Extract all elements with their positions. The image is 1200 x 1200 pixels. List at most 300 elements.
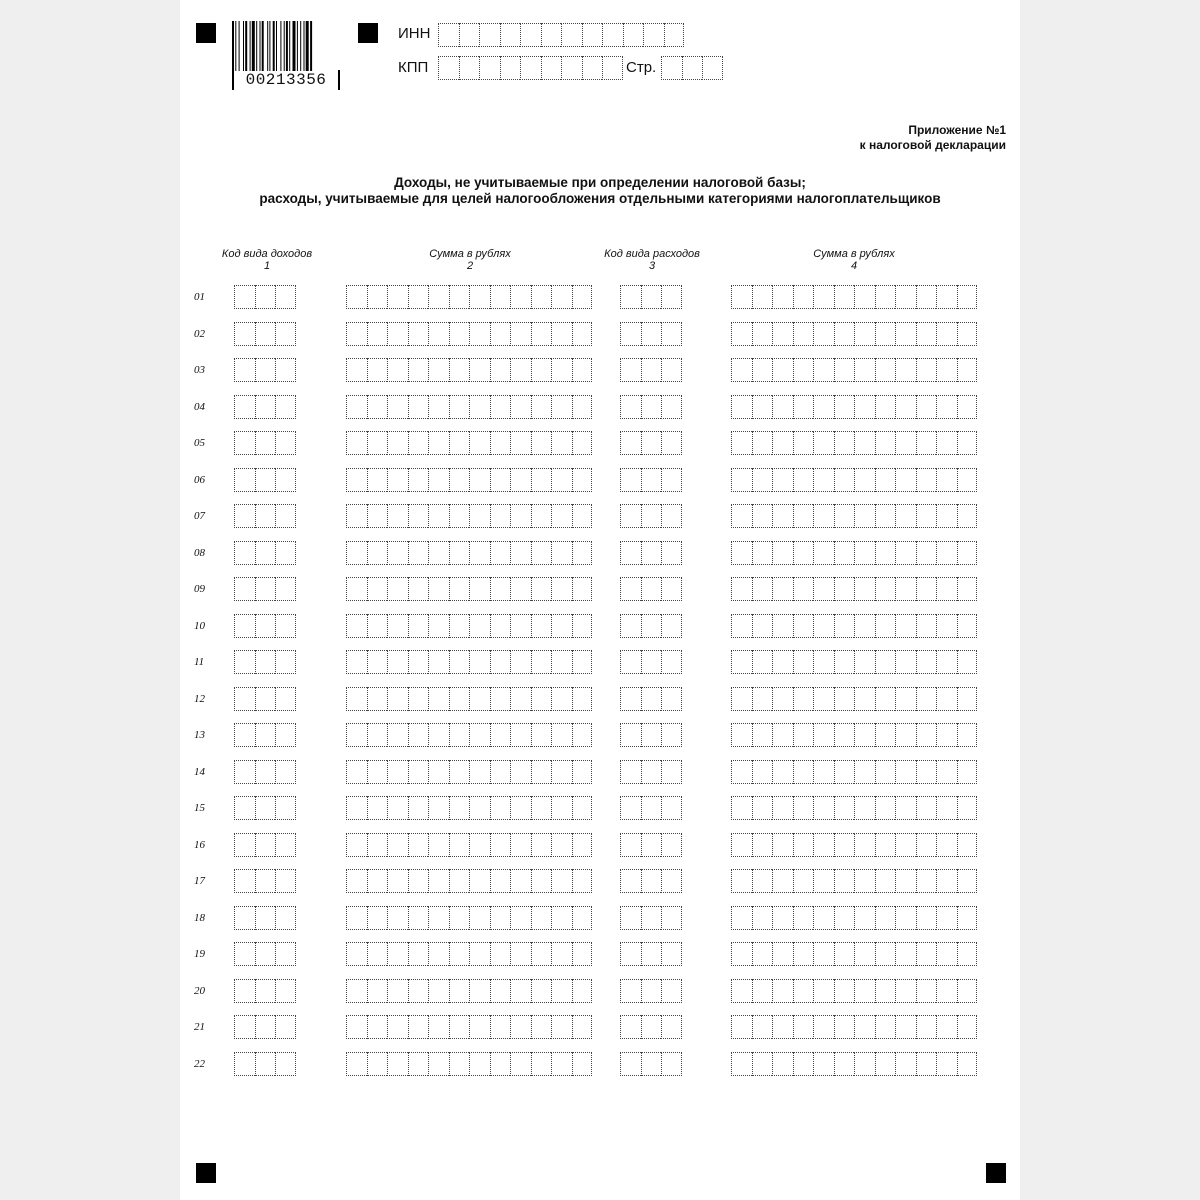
input-cell[interactable]	[731, 358, 752, 382]
input-cell[interactable]	[752, 358, 773, 382]
input-cell[interactable]	[469, 614, 490, 638]
input-cell[interactable]	[255, 760, 276, 784]
input-cell[interactable]	[275, 869, 296, 893]
input-cell[interactable]	[346, 796, 367, 820]
kpp-cell[interactable]	[500, 56, 521, 80]
input-cell[interactable]	[510, 906, 531, 930]
input-cell[interactable]	[510, 723, 531, 747]
input-cell[interactable]	[510, 504, 531, 528]
income-code-field[interactable]	[234, 760, 296, 784]
input-cell[interactable]	[641, 395, 662, 419]
input-cell[interactable]	[620, 723, 641, 747]
input-cell[interactable]	[875, 504, 896, 528]
input-cell[interactable]	[813, 1015, 834, 1039]
input-cell[interactable]	[367, 1015, 388, 1039]
input-cell[interactable]	[234, 979, 255, 1003]
page-cell[interactable]	[661, 56, 682, 80]
input-cell[interactable]	[661, 723, 682, 747]
input-cell[interactable]	[895, 833, 916, 857]
input-cell[interactable]	[661, 577, 682, 601]
input-cell[interactable]	[490, 979, 511, 1003]
input-cell[interactable]	[234, 942, 255, 966]
input-cell[interactable]	[772, 1052, 793, 1076]
income-sum-field[interactable]	[346, 322, 592, 346]
input-cell[interactable]	[387, 650, 408, 674]
input-cell[interactable]	[854, 942, 875, 966]
kpp-cell[interactable]	[541, 56, 562, 80]
input-cell[interactable]	[234, 833, 255, 857]
expense-sum-field[interactable]	[731, 322, 977, 346]
input-cell[interactable]	[572, 723, 593, 747]
input-cell[interactable]	[772, 833, 793, 857]
input-cell[interactable]	[875, 577, 896, 601]
inn-cell[interactable]	[643, 23, 664, 47]
input-cell[interactable]	[875, 395, 896, 419]
input-cell[interactable]	[854, 723, 875, 747]
input-cell[interactable]	[834, 614, 855, 638]
input-cell[interactable]	[834, 431, 855, 455]
input-cell[interactable]	[346, 504, 367, 528]
input-cell[interactable]	[469, 687, 490, 711]
input-cell[interactable]	[275, 431, 296, 455]
input-cell[interactable]	[620, 1015, 641, 1039]
input-cell[interactable]	[275, 687, 296, 711]
input-cell[interactable]	[469, 468, 490, 492]
input-cell[interactable]	[895, 1015, 916, 1039]
input-cell[interactable]	[234, 577, 255, 601]
input-cell[interactable]	[895, 723, 916, 747]
input-cell[interactable]	[731, 614, 752, 638]
input-cell[interactable]	[936, 1052, 957, 1076]
income-code-field[interactable]	[234, 395, 296, 419]
input-cell[interactable]	[916, 723, 937, 747]
input-cell[interactable]	[490, 760, 511, 784]
input-cell[interactable]	[772, 869, 793, 893]
expense-code-field[interactable]	[620, 796, 682, 820]
input-cell[interactable]	[255, 577, 276, 601]
input-cell[interactable]	[551, 650, 572, 674]
input-cell[interactable]	[936, 760, 957, 784]
input-cell[interactable]	[661, 979, 682, 1003]
input-cell[interactable]	[957, 979, 978, 1003]
input-cell[interactable]	[793, 1015, 814, 1039]
income-code-field[interactable]	[234, 869, 296, 893]
income-code-field[interactable]	[234, 942, 296, 966]
input-cell[interactable]	[275, 322, 296, 346]
input-cell[interactable]	[895, 614, 916, 638]
expense-code-field[interactable]	[620, 541, 682, 565]
input-cell[interactable]	[936, 358, 957, 382]
input-cell[interactable]	[449, 577, 470, 601]
input-cell[interactable]	[813, 431, 834, 455]
input-cell[interactable]	[752, 614, 773, 638]
input-cell[interactable]	[408, 723, 429, 747]
input-cell[interactable]	[428, 431, 449, 455]
input-cell[interactable]	[428, 687, 449, 711]
input-cell[interactable]	[531, 1015, 552, 1039]
expense-sum-field[interactable]	[731, 577, 977, 601]
input-cell[interactable]	[834, 942, 855, 966]
input-cell[interactable]	[641, 760, 662, 784]
input-cell[interactable]	[449, 285, 470, 309]
expense-sum-field[interactable]	[731, 468, 977, 492]
input-cell[interactable]	[387, 1015, 408, 1039]
input-cell[interactable]	[813, 541, 834, 565]
input-cell[interactable]	[957, 869, 978, 893]
input-cell[interactable]	[661, 285, 682, 309]
kpp-cell[interactable]	[479, 56, 500, 80]
input-cell[interactable]	[367, 431, 388, 455]
input-cell[interactable]	[275, 577, 296, 601]
input-cell[interactable]	[551, 1052, 572, 1076]
input-cell[interactable]	[275, 358, 296, 382]
input-cell[interactable]	[772, 395, 793, 419]
input-cell[interactable]	[490, 541, 511, 565]
income-code-field[interactable]	[234, 322, 296, 346]
input-cell[interactable]	[813, 1052, 834, 1076]
income-code-field[interactable]	[234, 468, 296, 492]
input-cell[interactable]	[834, 760, 855, 784]
input-cell[interactable]	[793, 285, 814, 309]
input-cell[interactable]	[449, 906, 470, 930]
input-cell[interactable]	[620, 541, 641, 565]
input-cell[interactable]	[510, 285, 531, 309]
input-cell[interactable]	[551, 869, 572, 893]
input-cell[interactable]	[255, 942, 276, 966]
input-cell[interactable]	[469, 358, 490, 382]
input-cell[interactable]	[772, 468, 793, 492]
input-cell[interactable]	[731, 1052, 752, 1076]
input-cell[interactable]	[813, 833, 834, 857]
input-cell[interactable]	[854, 431, 875, 455]
input-cell[interactable]	[895, 687, 916, 711]
input-cell[interactable]	[255, 1015, 276, 1039]
expense-sum-field[interactable]	[731, 723, 977, 747]
input-cell[interactable]	[936, 614, 957, 638]
kpp-cell[interactable]	[602, 56, 623, 80]
input-cell[interactable]	[813, 760, 834, 784]
input-cell[interactable]	[387, 942, 408, 966]
income-code-field[interactable]	[234, 504, 296, 528]
input-cell[interactable]	[408, 431, 429, 455]
input-cell[interactable]	[916, 614, 937, 638]
input-cell[interactable]	[661, 760, 682, 784]
input-cell[interactable]	[793, 942, 814, 966]
input-cell[interactable]	[428, 468, 449, 492]
input-cell[interactable]	[752, 687, 773, 711]
input-cell[interactable]	[408, 322, 429, 346]
input-cell[interactable]	[531, 1052, 552, 1076]
input-cell[interactable]	[490, 687, 511, 711]
input-cell[interactable]	[551, 979, 572, 1003]
input-cell[interactable]	[793, 760, 814, 784]
input-cell[interactable]	[551, 1015, 572, 1039]
input-cell[interactable]	[387, 541, 408, 565]
input-cell[interactable]	[875, 687, 896, 711]
input-cell[interactable]	[234, 1052, 255, 1076]
input-cell[interactable]	[620, 906, 641, 930]
input-cell[interactable]	[641, 906, 662, 930]
input-cell[interactable]	[772, 979, 793, 1003]
input-cell[interactable]	[895, 942, 916, 966]
input-cell[interactable]	[854, 833, 875, 857]
expense-sum-field[interactable]	[731, 1015, 977, 1039]
input-cell[interactable]	[875, 650, 896, 674]
inn-field[interactable]	[438, 23, 684, 47]
input-cell[interactable]	[234, 285, 255, 309]
input-cell[interactable]	[531, 906, 552, 930]
income-code-field[interactable]	[234, 723, 296, 747]
input-cell[interactable]	[490, 833, 511, 857]
kpp-cell[interactable]	[438, 56, 459, 80]
input-cell[interactable]	[255, 1052, 276, 1076]
input-cell[interactable]	[793, 577, 814, 601]
input-cell[interactable]	[875, 906, 896, 930]
input-cell[interactable]	[731, 796, 752, 820]
input-cell[interactable]	[916, 869, 937, 893]
input-cell[interactable]	[490, 504, 511, 528]
input-cell[interactable]	[551, 906, 572, 930]
input-cell[interactable]	[854, 395, 875, 419]
input-cell[interactable]	[234, 650, 255, 674]
inn-cell[interactable]	[561, 23, 582, 47]
input-cell[interactable]	[346, 541, 367, 565]
input-cell[interactable]	[346, 395, 367, 419]
input-cell[interactable]	[936, 796, 957, 820]
input-cell[interactable]	[572, 431, 593, 455]
input-cell[interactable]	[387, 796, 408, 820]
input-cell[interactable]	[551, 468, 572, 492]
input-cell[interactable]	[490, 1015, 511, 1039]
input-cell[interactable]	[510, 687, 531, 711]
income-sum-field[interactable]	[346, 577, 592, 601]
income-code-field[interactable]	[234, 431, 296, 455]
input-cell[interactable]	[408, 614, 429, 638]
input-cell[interactable]	[661, 942, 682, 966]
input-cell[interactable]	[275, 285, 296, 309]
input-cell[interactable]	[234, 541, 255, 565]
input-cell[interactable]	[772, 906, 793, 930]
input-cell[interactable]	[387, 1052, 408, 1076]
input-cell[interactable]	[731, 577, 752, 601]
input-cell[interactable]	[620, 687, 641, 711]
input-cell[interactable]	[641, 796, 662, 820]
input-cell[interactable]	[957, 1052, 978, 1076]
input-cell[interactable]	[449, 833, 470, 857]
input-cell[interactable]	[854, 650, 875, 674]
input-cell[interactable]	[641, 979, 662, 1003]
input-cell[interactable]	[957, 395, 978, 419]
input-cell[interactable]	[367, 979, 388, 1003]
input-cell[interactable]	[510, 468, 531, 492]
input-cell[interactable]	[793, 1052, 814, 1076]
input-cell[interactable]	[387, 833, 408, 857]
input-cell[interactable]	[834, 468, 855, 492]
expense-sum-field[interactable]	[731, 1052, 977, 1076]
input-cell[interactable]	[234, 906, 255, 930]
input-cell[interactable]	[661, 687, 682, 711]
input-cell[interactable]	[854, 468, 875, 492]
expense-sum-field[interactable]	[731, 906, 977, 930]
input-cell[interactable]	[661, 541, 682, 565]
input-cell[interactable]	[408, 285, 429, 309]
input-cell[interactable]	[346, 577, 367, 601]
income-code-field[interactable]	[234, 687, 296, 711]
income-sum-field[interactable]	[346, 541, 592, 565]
input-cell[interactable]	[936, 906, 957, 930]
input-cell[interactable]	[834, 322, 855, 346]
input-cell[interactable]	[957, 285, 978, 309]
expense-code-field[interactable]	[620, 760, 682, 784]
input-cell[interactable]	[772, 723, 793, 747]
input-cell[interactable]	[510, 395, 531, 419]
inn-cell[interactable]	[479, 23, 500, 47]
input-cell[interactable]	[772, 942, 793, 966]
input-cell[interactable]	[641, 358, 662, 382]
input-cell[interactable]	[875, 1015, 896, 1039]
income-sum-field[interactable]	[346, 504, 592, 528]
inn-cell[interactable]	[541, 23, 562, 47]
input-cell[interactable]	[490, 906, 511, 930]
input-cell[interactable]	[772, 541, 793, 565]
expense-sum-field[interactable]	[731, 358, 977, 382]
input-cell[interactable]	[772, 760, 793, 784]
input-cell[interactable]	[834, 541, 855, 565]
input-cell[interactable]	[428, 760, 449, 784]
input-cell[interactable]	[854, 979, 875, 1003]
input-cell[interactable]	[510, 431, 531, 455]
input-cell[interactable]	[490, 577, 511, 601]
input-cell[interactable]	[875, 541, 896, 565]
input-cell[interactable]	[428, 869, 449, 893]
input-cell[interactable]	[531, 614, 552, 638]
input-cell[interactable]	[408, 504, 429, 528]
input-cell[interactable]	[936, 979, 957, 1003]
input-cell[interactable]	[957, 833, 978, 857]
input-cell[interactable]	[834, 504, 855, 528]
input-cell[interactable]	[936, 723, 957, 747]
input-cell[interactable]	[620, 504, 641, 528]
input-cell[interactable]	[572, 468, 593, 492]
input-cell[interactable]	[731, 906, 752, 930]
input-cell[interactable]	[793, 869, 814, 893]
input-cell[interactable]	[834, 650, 855, 674]
input-cell[interactable]	[957, 650, 978, 674]
input-cell[interactable]	[936, 431, 957, 455]
input-cell[interactable]	[469, 504, 490, 528]
input-cell[interactable]	[834, 687, 855, 711]
input-cell[interactable]	[490, 285, 511, 309]
input-cell[interactable]	[469, 1015, 490, 1039]
input-cell[interactable]	[752, 468, 773, 492]
input-cell[interactable]	[752, 431, 773, 455]
input-cell[interactable]	[936, 285, 957, 309]
input-cell[interactable]	[255, 906, 276, 930]
input-cell[interactable]	[661, 869, 682, 893]
input-cell[interactable]	[813, 504, 834, 528]
input-cell[interactable]	[551, 723, 572, 747]
input-cell[interactable]	[275, 906, 296, 930]
input-cell[interactable]	[367, 541, 388, 565]
income-sum-field[interactable]	[346, 431, 592, 455]
input-cell[interactable]	[275, 723, 296, 747]
income-sum-field[interactable]	[346, 833, 592, 857]
input-cell[interactable]	[255, 614, 276, 638]
input-cell[interactable]	[572, 833, 593, 857]
input-cell[interactable]	[367, 796, 388, 820]
input-cell[interactable]	[572, 687, 593, 711]
input-cell[interactable]	[428, 796, 449, 820]
income-sum-field[interactable]	[346, 395, 592, 419]
input-cell[interactable]	[449, 869, 470, 893]
input-cell[interactable]	[752, 395, 773, 419]
input-cell[interactable]	[469, 796, 490, 820]
input-cell[interactable]	[957, 760, 978, 784]
input-cell[interactable]	[752, 541, 773, 565]
input-cell[interactable]	[620, 395, 641, 419]
income-code-field[interactable]	[234, 541, 296, 565]
input-cell[interactable]	[255, 796, 276, 820]
input-cell[interactable]	[752, 650, 773, 674]
input-cell[interactable]	[661, 650, 682, 674]
input-cell[interactable]	[449, 395, 470, 419]
input-cell[interactable]	[387, 723, 408, 747]
input-cell[interactable]	[936, 541, 957, 565]
input-cell[interactable]	[469, 942, 490, 966]
input-cell[interactable]	[408, 906, 429, 930]
input-cell[interactable]	[752, 322, 773, 346]
input-cell[interactable]	[793, 358, 814, 382]
income-code-field[interactable]	[234, 1052, 296, 1076]
input-cell[interactable]	[916, 760, 937, 784]
input-cell[interactable]	[875, 1052, 896, 1076]
input-cell[interactable]	[428, 395, 449, 419]
input-cell[interactable]	[834, 906, 855, 930]
input-cell[interactable]	[510, 614, 531, 638]
input-cell[interactable]	[834, 723, 855, 747]
input-cell[interactable]	[367, 650, 388, 674]
kpp-cell[interactable]	[582, 56, 603, 80]
input-cell[interactable]	[641, 614, 662, 638]
input-cell[interactable]	[936, 833, 957, 857]
expense-code-field[interactable]	[620, 614, 682, 638]
input-cell[interactable]	[641, 322, 662, 346]
input-cell[interactable]	[408, 650, 429, 674]
input-cell[interactable]	[916, 504, 937, 528]
input-cell[interactable]	[834, 285, 855, 309]
expense-code-field[interactable]	[620, 723, 682, 747]
input-cell[interactable]	[367, 358, 388, 382]
input-cell[interactable]	[731, 869, 752, 893]
input-cell[interactable]	[408, 942, 429, 966]
input-cell[interactable]	[408, 833, 429, 857]
input-cell[interactable]	[752, 760, 773, 784]
input-cell[interactable]	[834, 869, 855, 893]
expense-sum-field[interactable]	[731, 541, 977, 565]
input-cell[interactable]	[551, 942, 572, 966]
input-cell[interactable]	[367, 395, 388, 419]
expense-sum-field[interactable]	[731, 650, 977, 674]
input-cell[interactable]	[449, 322, 470, 346]
input-cell[interactable]	[367, 833, 388, 857]
input-cell[interactable]	[834, 577, 855, 601]
input-cell[interactable]	[834, 979, 855, 1003]
input-cell[interactable]	[408, 541, 429, 565]
input-cell[interactable]	[531, 723, 552, 747]
input-cell[interactable]	[957, 614, 978, 638]
input-cell[interactable]	[793, 395, 814, 419]
input-cell[interactable]	[731, 1015, 752, 1039]
